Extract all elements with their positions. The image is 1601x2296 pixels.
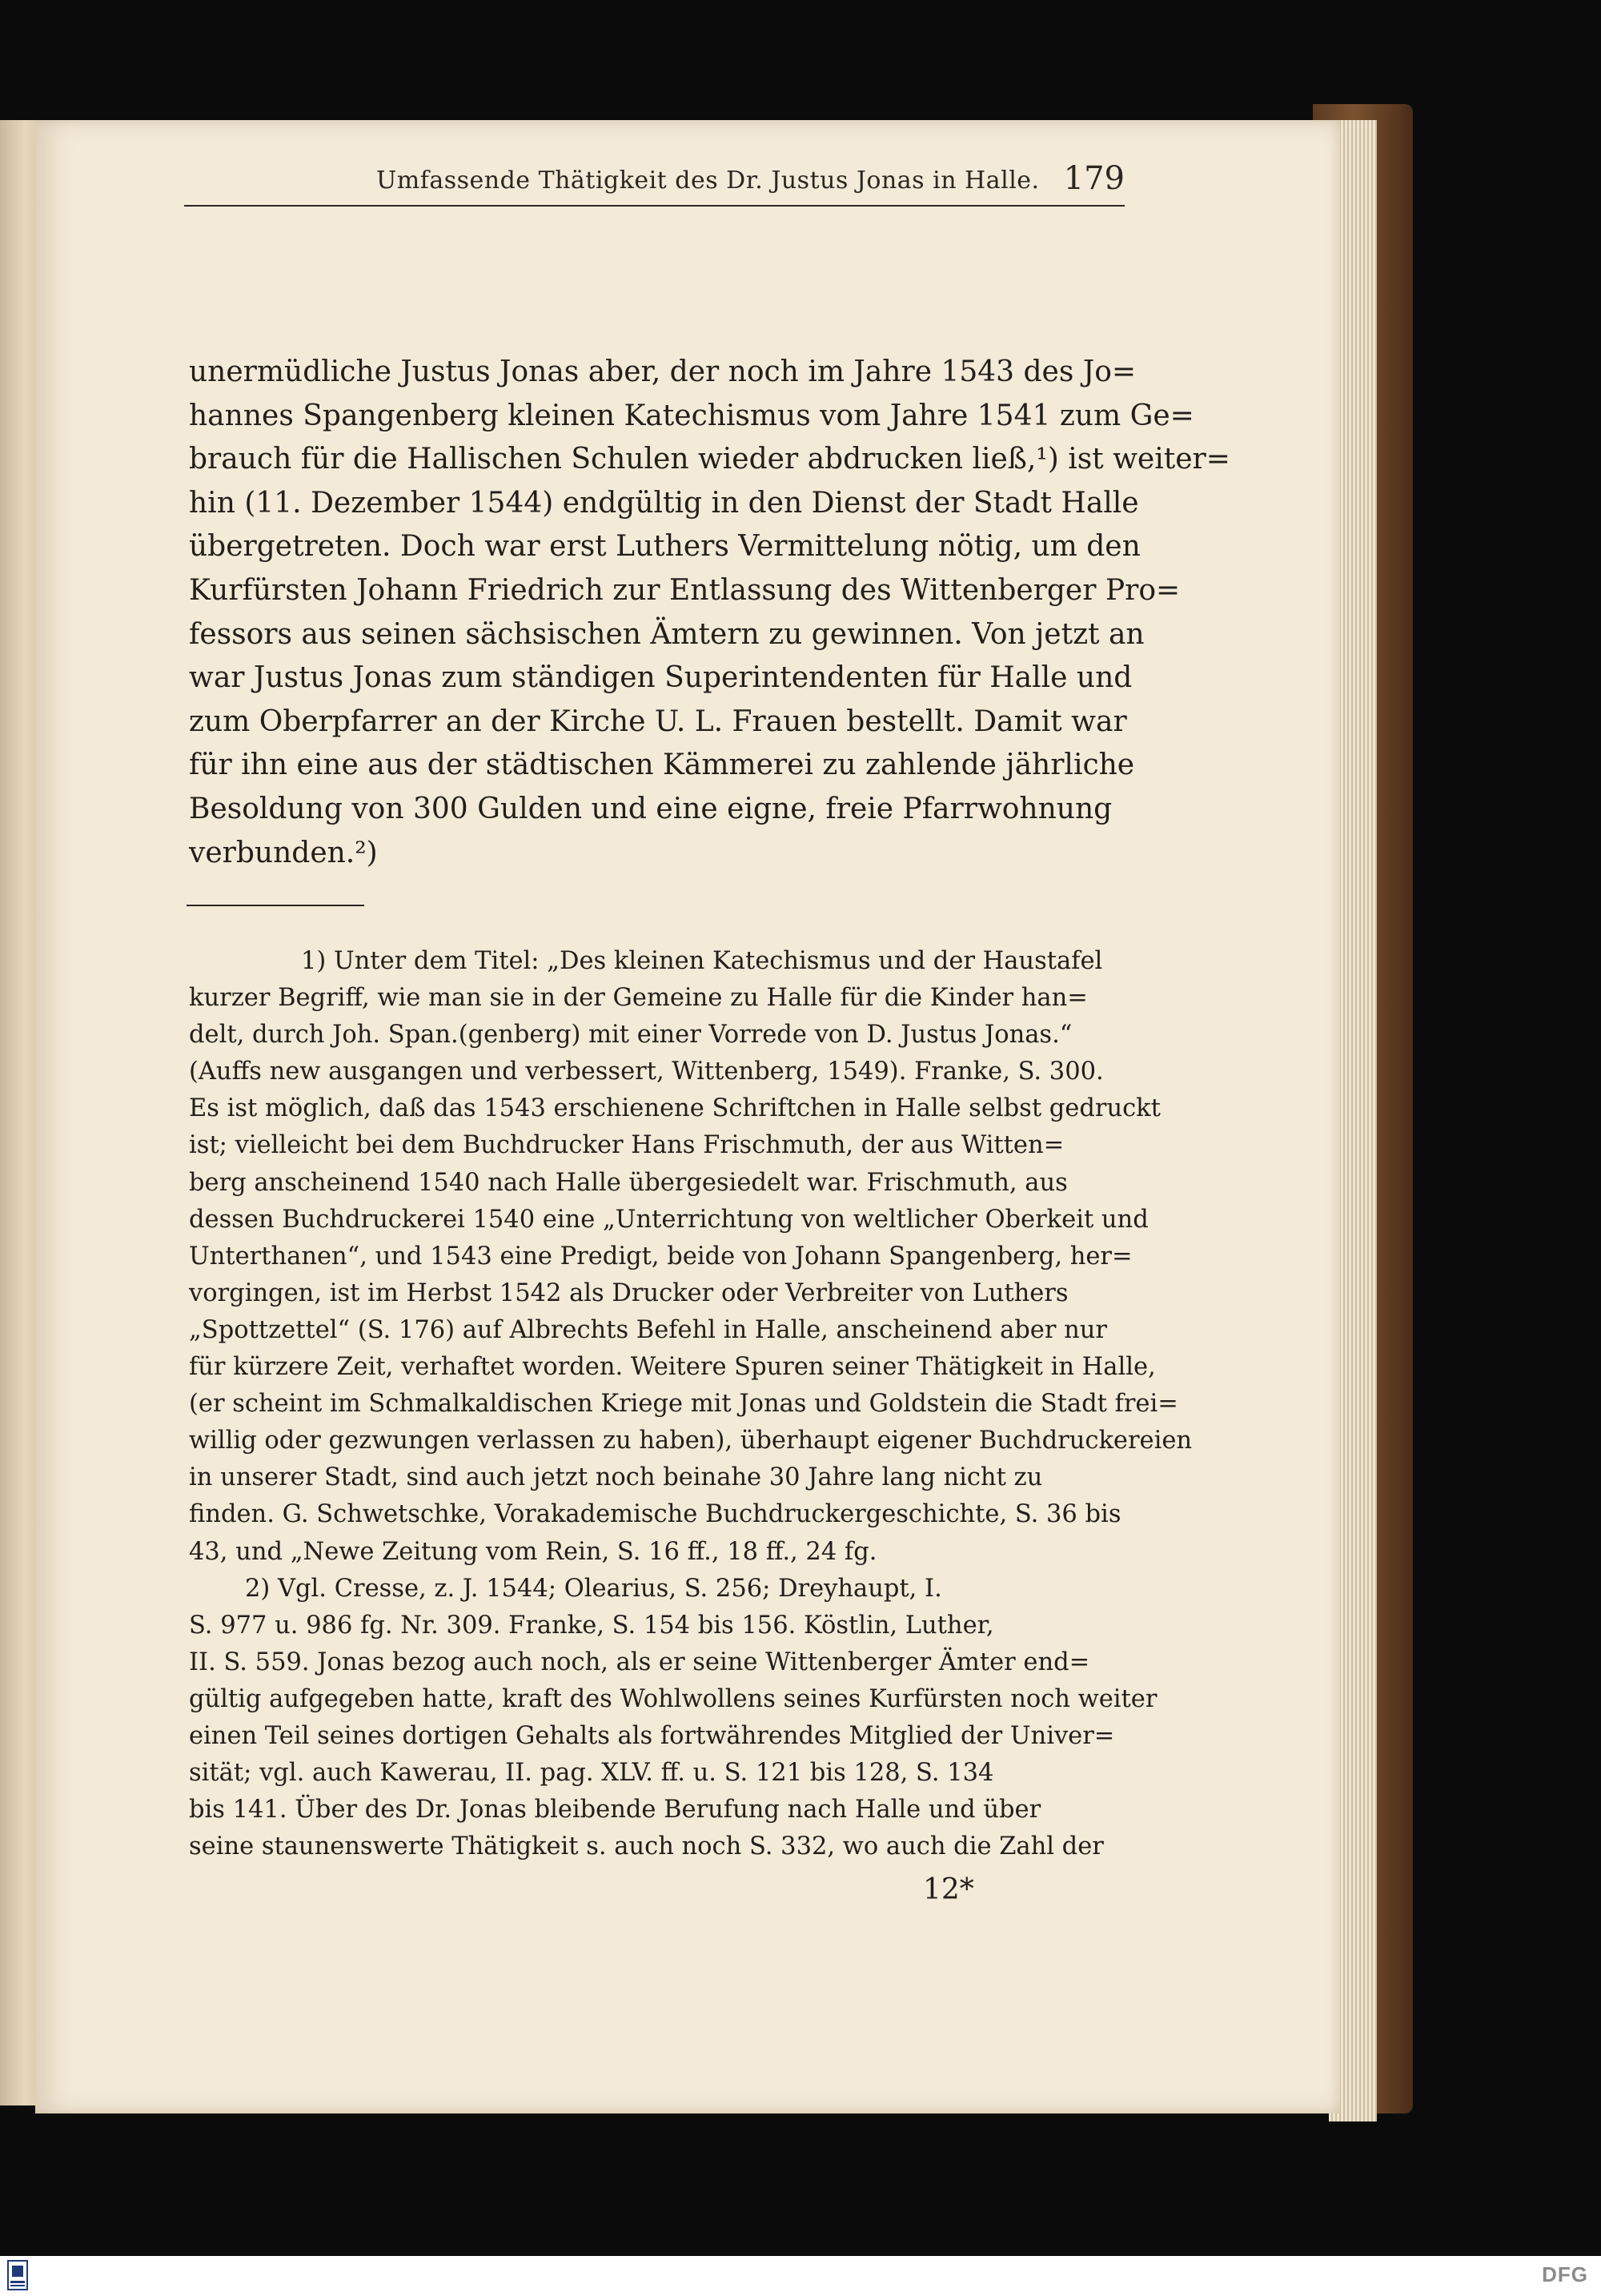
main-line: unermüdliche Justus Jonas aber, der noch im Jahre 1543 des Jo= [189,355,1137,388]
main-line: verbunden.²) [189,836,378,869]
footnote-line: seine staunenswerte Thätigkeit s. auch noch S. 332, wo auch die Zahl der [189,1832,1104,1861]
main-text [189,351,1230,875]
footnote-line: 43, und „Newe Zeitung vom Rein, S. 16 ff., 18 ff., 24 fg. [189,1537,877,1566]
footnotes [189,943,1193,1865]
footnote-line: dessen Buchdruckerei 1540 eine „Unterrichtung von weltlicher Oberkeit und [189,1205,1149,1234]
main-line: zum Oberpfarrer an der Kirche U. L. Frauen bestellt. Damit war [189,704,1127,738]
footer-bar [0,2256,1601,2296]
footnote-line: Unterthanen“, und 1543 eine Predigt, beide von Johann Spangenberg, her= [189,1242,1133,1270]
dfg-logo: DFG [1542,2262,1588,2286]
footnote-line: kurzer Begriff, wie man sie in der Gemeine zu Halle für die Kinder han= [189,984,1088,1013]
footnote-line: (er scheint im Schmalkaldischen Kriege mit Jonas und Goldstein die Stadt frei= [189,1390,1178,1419]
footnote-line: delt, durch Joh. Span.(genberg) mit einer Vorrede von D. Justus Jonas.“ [189,1021,1073,1050]
footnote-line: vorgingen, ist im Herbst 1542 als Drucker oder Verbreiter von Luthers [189,1278,1069,1307]
footnote-line: ist; vielleicht bei dem Buchdrucker Hans Frischmuth, der aus Witten= [189,1131,1065,1160]
footnote-line: einen Teil seines dortigen Gehalts als fortwährendes Mitglied der Univer= [189,1721,1115,1750]
footnote-line: berg anscheinend 1540 nach Halle übergesiedelt war. Frischmuth, aus [189,1168,1068,1197]
main-line: hannes Spangenberg kleinen Katechismus vom Jahre 1541 zum Ge= [189,399,1194,432]
footnote-line: in unserer Stadt, sind auch jetzt noch beinahe 30 Jahre lang nicht zu [189,1463,1043,1492]
main-line: war Justus Jonas zum ständigen Superintendenten für Halle und [189,661,1133,695]
footnote-line: II. S. 559. Jonas bezog auch noch, als er seine Wittenberger Ämter end= [189,1648,1090,1676]
page-number: 179 [1063,160,1125,197]
footnote-separator [187,905,364,906]
footnote-line: finden. G. Schwetschke, Vorakademische Buchdruckergeschichte, S. 36 bis [189,1500,1122,1529]
running-title: Umfassende Thätigkeit des Dr. Justus Jonas in Halle. [376,167,1040,195]
footnote-line: gültig aufgegeben hatte, kraft des Wohlwollens seines Kurfürsten noch weiter [189,1684,1158,1713]
main-line: für ihn eine aus der städtischen Kämmerei zu zahlende jährliche [189,749,1135,782]
main-line: übergetreten. Doch war erst Luthers Vermittelung nötig, um den [189,530,1141,564]
main-line: Kurfürsten Johann Friedrich zur Entlassung des Wittenberger Pro= [189,573,1181,607]
footnote-line: (Auffs new ausgangen und verbessert, Wittenberg, 1549). Franke, S. 300. [189,1058,1104,1086]
footnote-line: für kürzere Zeit, verhaftet worden. Weitere Spuren seiner Thätigkeit in Halle, [189,1353,1156,1382]
running-header [184,160,1125,207]
footnote-line: 1) Unter dem Titel: „Des kleinen Katechismus und der Haustafel [301,947,1103,975]
main-line: hin (11. Dezember 1544) endgültig in den Dienst der Stadt Halle [189,486,1139,520]
footnote-line: bis 141. Über des Dr. Jonas bleibende Berufung nach Halle und über [189,1796,1041,1824]
footnote-line: willig oder gezwungen verlassen zu haben), überhaupt eigener Buchdruckereien [189,1427,1193,1455]
library-logo-icon [6,2259,29,2291]
main-line: brauch für die Hallischen Schulen wieder abdrucken ließ,¹) ist weiter= [189,443,1230,476]
signature-mark: 12* [923,1873,974,1906]
footnote-line: „Spottzettel“ (S. 176) auf Albrechts Befehl in Halle, anscheinend aber nur [189,1315,1107,1344]
footnote-line: S. 977 u. 986 fg. Nr. 309. Franke, S. 154 bis 156. Köstlin, Luther, [189,1611,994,1640]
main-line: Besoldung von 300 Gulden und eine eigne, freie Pfarrwohnung [189,792,1113,825]
main-line: fessors aus seinen sächsischen Ämtern zu gewinnen. Von jetzt an [189,617,1145,651]
footnote-line: sität; vgl. auch Kawerau, II. pag. XLV. ff. u. S. 121 bis 128, S. 134 [189,1759,994,1788]
footnote-line: 2) Vgl. Cresse, z. J. 1544; Olearius, S. 256; Dreyhaupt, I. [245,1574,942,1603]
footnote-line: Es ist möglich, daß das 1543 erschienene Schriftchen in Halle selbst gedruckt [189,1094,1161,1123]
